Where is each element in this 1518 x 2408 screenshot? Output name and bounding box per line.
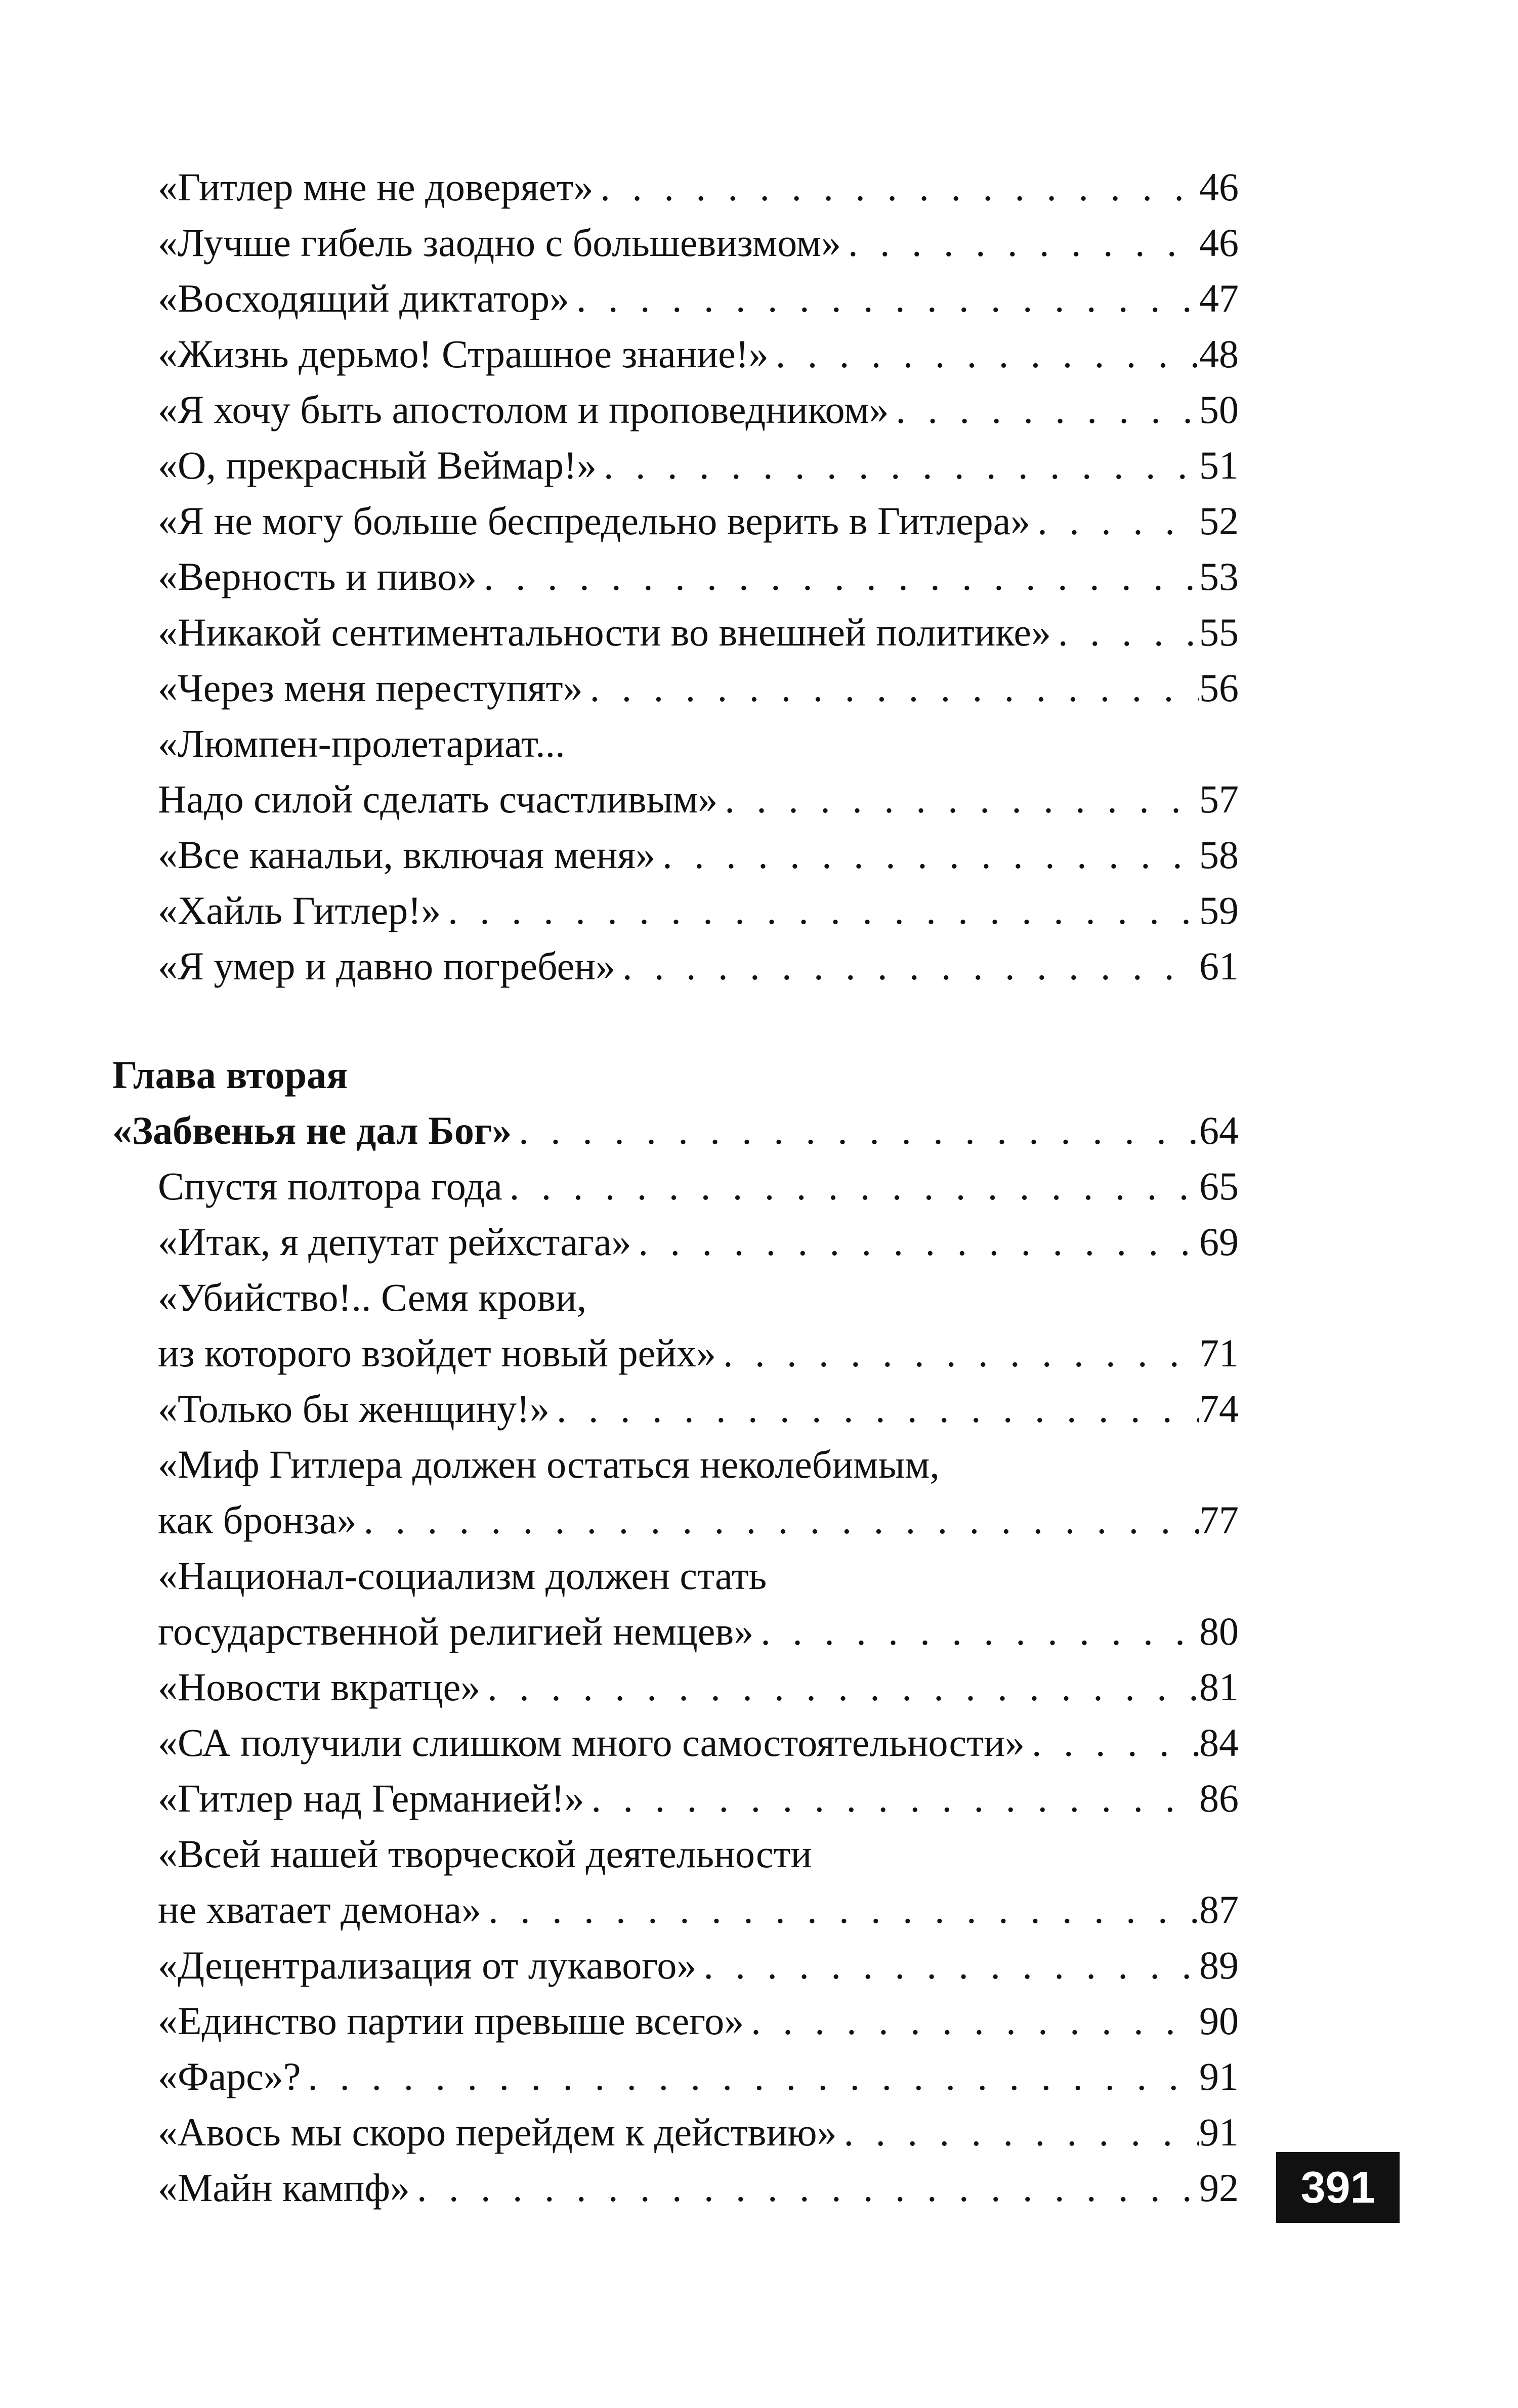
toc-entry-first-line [158,1270,1239,1325]
dot-leader [584,1771,1199,1826]
dot-leader [718,771,1199,827]
toc-entry [158,1659,1239,1715]
dot-leader [569,271,1199,326]
toc-entry-title: «Все канальи, включая меня» [158,833,656,877]
toc-entry-first-line [158,1826,1239,1882]
dot-leader [410,2160,1199,2216]
toc-entry [158,1381,1239,1437]
chapter-page: 64 [1199,1108,1239,1152]
dot-leader [502,1158,1199,1214]
toc-entry-page: 57 [1199,777,1239,821]
toc-entry-title-line1: «Убийство!.. Семя крови, [158,1275,587,1319]
toc-entry-page: 56 [1199,666,1239,710]
toc-entry-title: «Итак, я депутат рейхстага» [158,1220,631,1264]
toc-entry-page: 69 [1199,1220,1239,1264]
toc-entry-title-line1: «Люмпен-пролетариат... [158,721,565,765]
dot-leader [753,1604,1199,1659]
toc-entry [158,1993,1239,2049]
toc-entry-page: 50 [1199,388,1239,432]
chapter-title: «Забвенья не дал Бог» [112,1108,512,1152]
dot-leader [716,1325,1199,1381]
toc-entry-page: 87 [1199,1887,1239,1931]
dot-leader [744,1993,1199,2049]
dot-leader [480,1659,1199,1715]
toc-entry-title: «Новости вкратце» [158,1665,481,1709]
toc-entry [158,883,1239,938]
dot-leader [357,1492,1199,1548]
page-number-badge: 391 [1276,2152,1400,2223]
toc-entry [158,1214,1239,1270]
toc-entry [158,1492,1239,1548]
toc-entry-title: «СА получили слишком много самостоятельности» [158,1721,1025,1765]
toc-entry-page: 58 [1199,833,1239,877]
toc-entry-title: «Гитлер над Германией!» [158,1776,584,1820]
toc-entry-title: не хватает демона» [158,1887,482,1931]
toc-entry-page: 51 [1199,443,1239,487]
toc-entry [158,438,1239,493]
toc-entry [158,1882,1239,1938]
toc-entry-page: 81 [1199,1665,1239,1709]
toc-entry-title: «Майн кампф» [158,2166,410,2210]
dot-leader [583,660,1199,716]
toc-entry [158,271,1239,326]
toc-entry-first-line [158,1437,1239,1492]
toc-entry [158,2160,1239,2216]
toc-entry [158,660,1239,716]
chapter-label [112,1047,1239,1103]
dot-leader [1025,1715,1199,1771]
toc-entry [158,1158,1239,1214]
dot-leader [655,827,1199,883]
toc-entry-page: 84 [1199,1721,1239,1765]
toc-entry-page: 46 [1199,221,1239,265]
dot-leader [769,326,1199,382]
toc-entry-page: 59 [1199,888,1239,932]
dot-leader [550,1381,1199,1437]
toc-entry [158,1938,1239,1993]
dot-leader [615,938,1199,994]
toc-entry [158,2104,1239,2160]
toc-entry [158,493,1239,549]
toc-entry-title: Спустя полтора года [158,1164,502,1208]
toc-entry-first-line [158,716,1239,771]
toc-entry-title: «Никакой сентиментальности во внешней политике» [158,610,1051,654]
toc-entry-title: «Единство партии превыше всего» [158,1999,744,2043]
toc-entry-title-line1: «Национал-социализм должен стать [158,1554,767,1598]
toc-entry-title: государственной религией немцев» [158,1609,754,1653]
toc-entry-title: «Я хочу быть апостолом и проповедником» [158,388,889,432]
dot-leader [301,2049,1199,2104]
toc-entry-page: 53 [1199,554,1239,598]
toc-entry [158,2049,1239,2104]
toc-entry [158,605,1239,660]
chapter-label-text: Глава вторая [112,1053,348,1097]
toc-entry-page: 65 [1199,1164,1239,1208]
toc-entry-title: «Лучше гибель заодно с большевизмом» [158,221,841,265]
toc-entry-page: 89 [1199,1943,1239,1987]
toc-entry-title: «Верность и пиво» [158,554,477,598]
toc-entry-title: из которого взойдет новый рейх» [158,1331,716,1375]
toc-entry-title: «Восходящий диктатор» [158,276,569,320]
toc-entry [158,326,1239,382]
toc-entry-title: Надо силой сделать счастливым» [158,777,718,821]
toc-entry-title-line1: «Всей нашей творческой деятельности [158,1832,812,1876]
toc-entry [158,938,1239,994]
toc-entry-page: 91 [1199,2110,1239,2154]
toc-entry-page: 77 [1199,1498,1239,1542]
toc-entry-title: «Децентрализация от лукавого» [158,1943,697,1987]
toc-entry-title: «Только бы женщину!» [158,1387,550,1431]
toc-entry-title: «Гитлер мне не доверяет» [158,165,594,209]
toc-entry [158,549,1239,605]
toc-entry [158,215,1239,271]
toc-entry [158,1325,1239,1381]
toc-entry-title: «Хайль Гитлер!» [158,888,441,932]
dot-leader [1030,493,1199,549]
dot-leader [1051,605,1199,660]
dot-leader [512,1103,1199,1158]
toc-entry-page: 74 [1199,1387,1239,1431]
toc-entry-title: «Через меня переступят» [158,666,583,710]
toc-entry-title: «О, прекрасный Веймар!» [158,443,597,487]
toc-entry-page: 90 [1199,1999,1239,2043]
toc-entry-page: 71 [1199,1331,1239,1375]
toc-entry [158,827,1239,883]
toc-entry [158,159,1239,215]
dot-leader [597,438,1199,493]
toc-entry-title: «Авось мы скоро перейдем к действию» [158,2110,837,2154]
toc-entry-title: «Фарс»? [158,2054,301,2098]
dot-leader [841,215,1199,271]
toc-entry-page: 52 [1199,499,1239,543]
toc-entry [158,382,1239,438]
toc-entry-title: «Я не могу больше беспредельно верить в Гитлера» [158,499,1031,543]
dot-leader [441,883,1199,938]
dot-leader [481,1882,1199,1938]
toc-entry [158,1771,1239,1826]
toc-entry-title: как бронза» [158,1498,357,1542]
dot-leader [889,382,1199,438]
dot-leader [477,549,1199,605]
toc-entry-title: «Жизнь дерьмо! Страшное знание!» [158,332,769,376]
dot-leader [631,1214,1199,1270]
toc-entry-page: 55 [1199,610,1239,654]
chapter-title-entry [112,1103,1239,1158]
dot-leader [696,1938,1199,1993]
dot-leader [836,2104,1199,2160]
toc-entry [158,1604,1239,1659]
dot-leader [593,159,1199,215]
toc-entry-page: 47 [1199,276,1239,320]
toc-entry-page: 46 [1199,165,1239,209]
toc-entry-page: 91 [1199,2054,1239,2098]
toc-entry [158,771,1239,827]
toc-entry-page: 80 [1199,1609,1239,1653]
toc-entry-title-line1: «Миф Гитлера должен остаться неколебимым, [158,1442,940,1486]
toc-entry-first-line [158,1548,1239,1604]
toc-entry-title: «Я умер и давно погребен» [158,944,615,988]
toc-entry [158,1715,1239,1771]
toc-entry-page: 92 [1199,2166,1239,2210]
toc-entry-page: 86 [1199,1776,1239,1820]
toc-entry-page: 48 [1199,332,1239,376]
toc-entry-page: 61 [1199,944,1239,988]
